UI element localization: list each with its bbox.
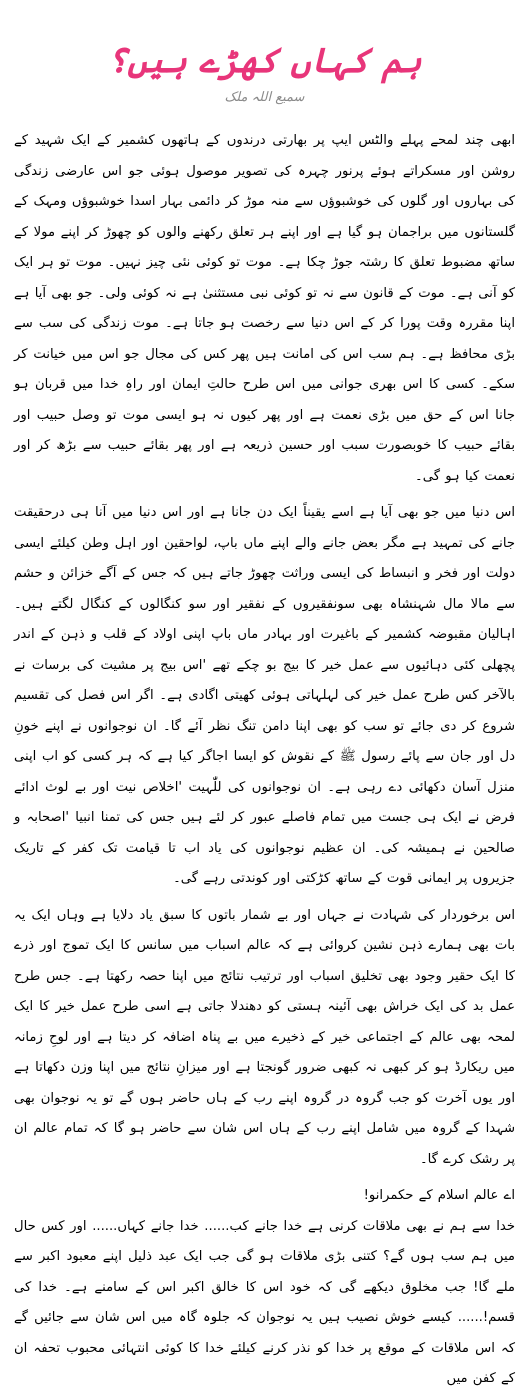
- article-body: [14, 126, 515, 1395]
- article-title: ہم کہاں کھڑے ہیں؟: [107, 41, 422, 81]
- section-heading: اے عالم اسلام کے حکمرانو!: [363, 1188, 515, 1203]
- paragraph-3: اس برخوردار کی شہادت نے جہاں اور بے شمار باتوں کا سبق یاد دلایا ہے وہاں ایک یہ بات بھی ہمارے ذہن نشین کروائی ہے کہ عالم اسباب میں سانس کا ایک تموج اور ذرے کا ایک حقیر وجود بھی تخلیق اسباب اور ترتیب نتائج میں اپنا حصہ رکھتا ہے۔ جس طرح عمل بد کی ایک خراش بھی آئینہ ہستی کو دھندلا جاتی ہے اسی طرح عمل خیر کا ایک لمحہ بھی عالم کے اجتماعی خیر کے ذخیرے میں بے پناہ اضافہ کر دیتا ہے اور لوحِ زمانہ میں ریکارڈ ہو کر کبھی نہ کبھی ضرور گونجتا ہے اور میزانِ نتائج میں اپنا وزن دکھاتا ہے اور یوں آخرت کو جب گروہ در گروہ اپنے رب کے ہاں حاضر ہوں گے تو یہ نوجوان بھی شہدا کے گروہ میں شامل اپنے رب کے ہاں اس شان سے حاضر ہو گا کہ تمام عالم ان پر رشک کرے گا۔: [14, 907, 515, 1167]
- author-byline: سمیع اللہ ملک: [224, 90, 305, 105]
- paragraph-1: ابھی چند لمحے پہلے والٹس ایپ پر بھارتی درندوں کے ہاتھوں کشمیر کے ایک شہید کے روشن اور مسکراتے ہوئے پرنور چہرہ کی تصویر موصول ہوئی جو اس عارضی زندگی کی بہاروں اور گلوں کی خوشبوؤں سے منہ موڑ کر دائمی بہار اسدا خوشبوؤں ومہک کے گلستانوں میں براجمان ہو گیا ہے اور اپنے ہر تعلق رکھنے والوں کو چھوڑ کر اپنے مولا کے ساتھ مضبوط تعلق کا رشتہ جوڑ چکا ہے۔ موت تو کوئی نئی چیز نہیں۔ موت تو ہر ایک کو آنی ہے۔ موت کے قانون سے نہ تو کوئی نبی مستثنیٰ ہے نہ کوئی ولی۔ جو بھی آیا ہے اپنا مقررہ وقت پورا کر کے اس دنیا سے رخصت ہو جاتا ہے۔ موت زندگی کی سب سے بڑی محافظ ہے۔ ہم سب اس کی امانت ہیں پھر کس کی مجال جو اس میں خیانت کر سکے۔ کسی کا اس بھری جوانی میں اس طرح حالتِ ایمان اور راہِ خدا میں قربان ہو جانا اس کے حق میں بڑی نعمت ہے اور پھر کیوں نہ ہو ایسی موت تو وصل حبیب اور بقائے حبیب کا خوبصورت سبب اور حسین ذریعہ ہے اور پھر بقائے حبیب سے بڑھ کر اور نعمت کیا ہو گی۔: [14, 133, 515, 484]
- paragraph-4: خدا سے ہم نے بھی ملاقات کرنی ہے خدا جانے کب...... خدا جانے کہاں...... اور کس حال میں ہم سب ہوں گے؟ کتنی بڑی ملاقات ہو گی جب ایک عبد ذلیل اپنے معبود اکبر سے ملے گا! جب مخلوق دیکھے گی کہ خود اس کا خالق اکبر اس کے سامنے ہے۔ خدا کی قسم!...... کیسے خوش نصیب ہیں یہ نوجوان کہ جلوہ گاہ میں اس شان سے جائیں گے کہ اس ملاقات کے موقع پر خدا کو نذر کرنے کیلئے خدا کا کوئی انتہائی محبوب تحفہ ان کے کفن میں: [14, 1218, 515, 1386]
- paragraph-2: اس دنیا میں جو بھی آیا ہے اسے یقیناً ایک دن جانا ہے اور اس دنیا میں آنا ہی درحقیقت جانے کی تمہید ہے مگر بعض جانے والے اپنے ماں باپ، لواحقین اور اہل وطن کیلئے ایسی دولت اور فخر و انبساط کی ایسی وراثت چھوڑ جاتے ہیں کہ جس کے آگے خزائن و حشم سے مالا مال شہنشاہ بھی سونفقیروں کے نفقیر اور سو کنگالوں کے کنگال لگتے ہیں۔ اہالیان مقبوضہ کشمیر کے باغیرت اور بہادر ماں باپ اپنی اولاد کے قلب و ذہن کے اندر پچھلی کئی دہائیوں سے عمل خیر کا بیج بو چکے تھے 'اس بیج پر مشیت کی برسات نے بالآخر کس طرح عمل خیر کی لہلہاتی ہوئی کھیتی اگادی ہے۔ اگر اس فصل کی تقسیم شروع کر دی جائے تو سب کو بھی اپنا دامن تنگ نظر آئے گا۔ ان نوجوانوں نے اپنے خونِ دل اور جان سے پائے رسول ﷺ کے نقوش کو ایسا اجاگر کیا ہے کہ ہر کسی کو اب اپنی منزل آسان دکھائی دے رہی ہے۔ ان نوجوانوں کی للّٰہیت 'اخلاص نیت اور بے لوث ادائے فرض نے ایک ہی جست میں تمام فاصلے عبور کر لئے ہیں جس کی تمنا انبیا 'اصحابہ و صالحین نے ہمیشہ کی۔ ان عظیم نوجوانوں کی یاد اب تا قیامت تک کفر کے تاریک جزیروں پر ایمانی قوت کے ساتھ کڑکتی اور کوندتی رہے گی۔: [14, 505, 515, 886]
